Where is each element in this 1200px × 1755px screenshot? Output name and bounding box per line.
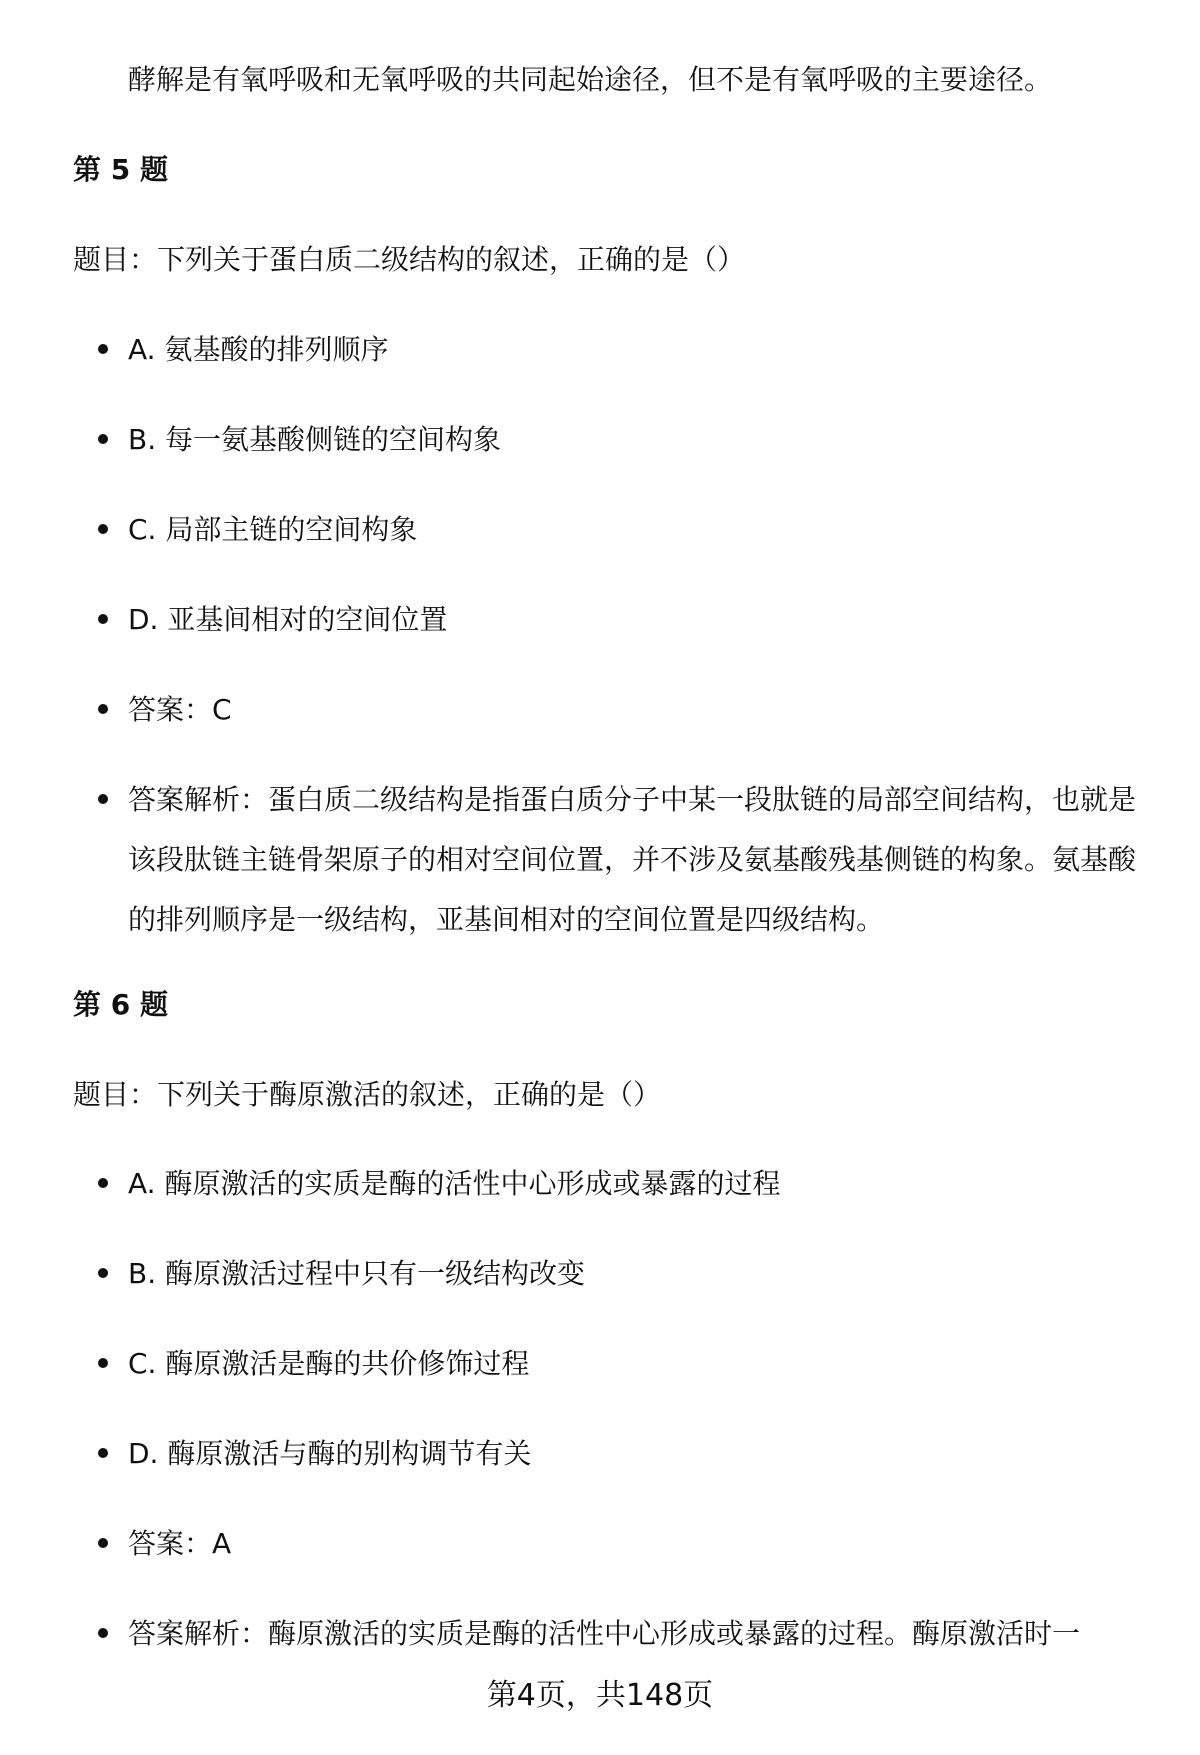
question-5-option-d: D. 亚基间相对的空间位置 (128, 603, 448, 636)
question-5-stem: 题目：下列关于蛋白质二级结构的叙述，正确的是（） (73, 243, 746, 276)
question-6-option-a: A. 酶原激活的实质是酶的活性中心形成或暴露的过程 (128, 1167, 781, 1200)
bullet-icon (98, 524, 108, 534)
question-6-option-d: D. 酶原激活与酶的别构调节有关 (128, 1437, 532, 1470)
bullet-icon (98, 1178, 108, 1188)
question-5-option-a: A. 氨基酸的排列顺序 (128, 333, 389, 366)
bullet-icon (98, 1448, 108, 1458)
bullet-icon (98, 704, 108, 714)
bullet-icon (98, 614, 108, 624)
bullet-icon (98, 794, 108, 804)
bullet-icon (98, 434, 108, 444)
bullet-icon (98, 344, 108, 354)
question-6-explanation: 答案解析：酶原激活的实质是酶的活性中心形成或暴露的过程。酶原激活时一 (128, 1617, 1081, 1650)
continuation-paragraph: 酵解是有氧呼吸和无氧呼吸的共同起始途径，但不是有氧呼吸的主要途径。 (128, 63, 1053, 96)
question-6-answer: 答案：A (128, 1527, 232, 1560)
bullet-icon (98, 1538, 108, 1548)
question-6-heading: 第 6 题 (73, 988, 168, 1021)
bullet-icon (98, 1628, 108, 1638)
bullet-icon (98, 1358, 108, 1368)
question-5-heading: 第 5 题 (73, 153, 168, 186)
page-number-footer: 第4页，共148页 (486, 1678, 714, 1713)
question-5-explanation: 答案解析：蛋白质二级结构是指蛋白质分子中某一段肽链的局部空间结构，也就是该段肽链主链骨架原子的相对空间位置，并不涉及氨基酸残基侧链的构象。氨基酸的排列顺序是一级结构，亚基间相对的空间位置是四级结构。 (128, 783, 1137, 936)
question-5-option-b: B. 每一氨基酸侧链的空间构象 (128, 423, 502, 456)
question-6-option-c: C. 酶原激活是酶的共价修饰过程 (128, 1347, 530, 1380)
question-5-option-c: C. 局部主链的空间构象 (128, 513, 418, 546)
question-6-option-b: B. 酶原激活过程中只有一级结构改变 (128, 1257, 586, 1290)
question-6-stem: 题目：下列关于酶原激活的叙述，正确的是（） (73, 1078, 662, 1111)
bullet-icon (98, 1268, 108, 1278)
question-5-answer: 答案：C (128, 693, 232, 726)
